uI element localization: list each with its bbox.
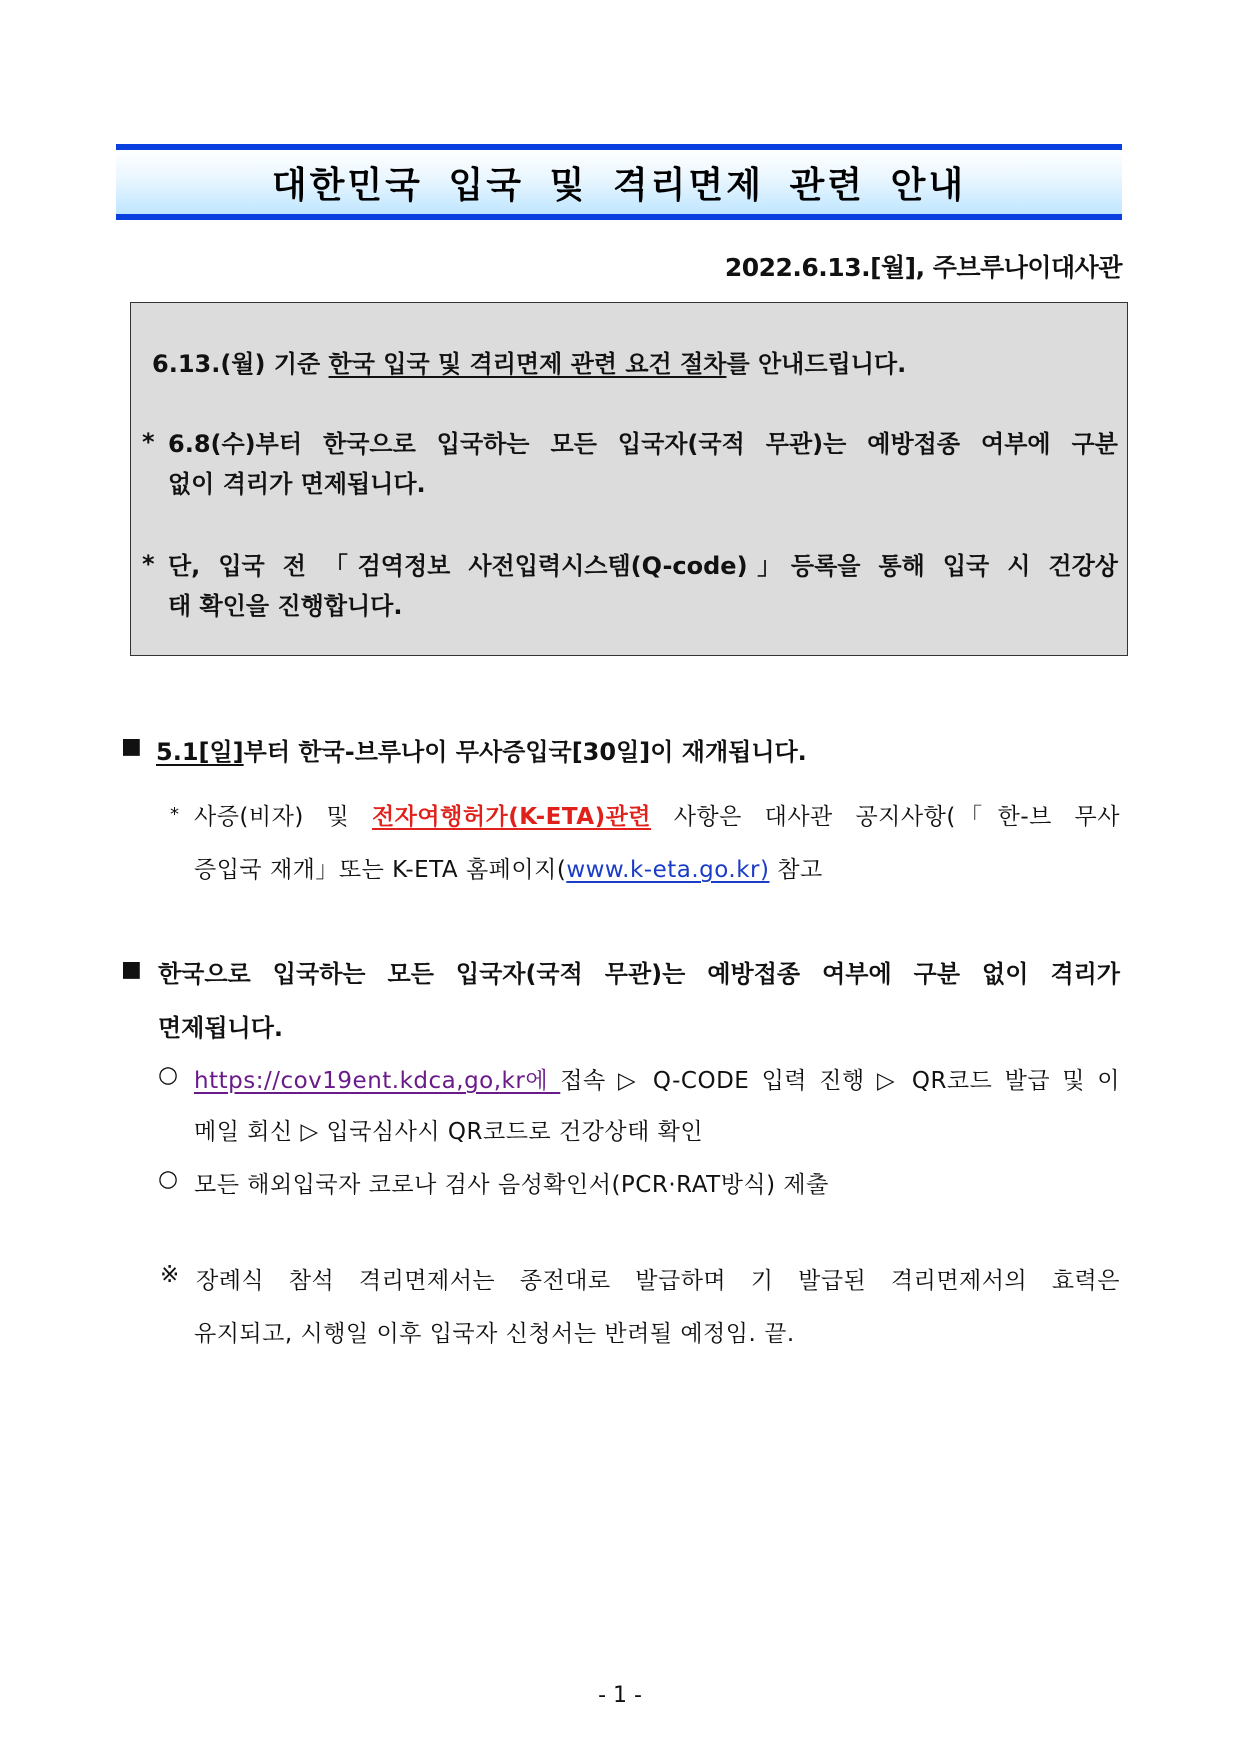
section1-heading-rest: 부터 한국-브루나이 무사증입국[30일]이 재개됩니다. bbox=[243, 738, 807, 766]
section2-heading-line2: 면제됩니다. bbox=[158, 1014, 284, 1042]
section2-bullet: ■ bbox=[121, 957, 142, 982]
notice-intro-suffix: 를 안내드립니다. bbox=[726, 350, 907, 378]
document-title: 대한민국 입국 및 격리면제 관련 안내 bbox=[271, 164, 967, 206]
section2-item1-line1 bbox=[194, 1062, 1120, 1095]
section2-item1-marker: ○ bbox=[158, 1062, 179, 1088]
footnote-marker: ※ bbox=[160, 1262, 180, 1288]
section1-note-line2 bbox=[194, 851, 823, 884]
notice-item2-line1: 단, 입국 전 「검역정보 사전입력시스템(Q-code)」등록을 통해 입국 시 건강상 bbox=[168, 552, 1118, 580]
keta-related-text: 전자여행허가(K-ETA)관련 bbox=[371, 804, 652, 830]
section2-item2-text: 모든 해외입국자 코로나 검사 음성확인서(PCR·RAT방식) 제출 bbox=[194, 1172, 829, 1198]
notice-item2-marker: * bbox=[142, 550, 155, 578]
notice-item2-line2: 태 확인을 진행합니다. bbox=[168, 592, 403, 620]
page-number: - 1 - bbox=[598, 1683, 642, 1708]
section1-heading bbox=[156, 732, 807, 767]
section1-note-line2-prefix: 증입국 재개」또는 K-ETA 홈페이지( bbox=[194, 857, 567, 883]
footnote-line2: 유지되고, 시행일 이후 입국자 신청서는 반려될 예정임. 끝. bbox=[194, 1321, 795, 1347]
notice-item1-marker: * bbox=[142, 428, 155, 456]
section1-bullet: ■ bbox=[121, 734, 142, 759]
section1-heading-date: 5.1[일] bbox=[156, 738, 244, 766]
notice-intro-underlined: 한국 입국 및 격리면제 관련 요건 절차 bbox=[328, 350, 727, 378]
section1-note-line2-suffix: 참고 bbox=[769, 857, 823, 883]
footnote-line1: 장례식 참석 격리면제서는 종전대로 발급하며 기 발급된 격리면제서의 효력은 bbox=[196, 1268, 1120, 1294]
notice-intro-prefix: 6.13.(월) 기준 bbox=[152, 350, 329, 378]
section1-note-line1 bbox=[194, 798, 1120, 831]
section2-item2-marker: ○ bbox=[158, 1166, 179, 1192]
date-line: 2022.6.13.[월], 주브루나이대사관 bbox=[724, 253, 1122, 282]
title-banner bbox=[116, 144, 1122, 220]
notice-item1-line1: 6.8(수)부터 한국으로 입국하는 모든 입국자(국적 무관)는 예방접종 여부에 구분 bbox=[168, 430, 1118, 458]
notice-intro bbox=[152, 344, 906, 379]
section2-item1-line2: 메일 회신 ▷ 입국심사시 QR코드로 건강상태 확인 bbox=[194, 1119, 704, 1145]
section1-note-prefix: 사증(비자) 및 bbox=[194, 804, 372, 830]
section1-note-marker: * bbox=[170, 804, 180, 825]
notice-item1-line2: 없이 격리가 면제됩니다. bbox=[168, 470, 426, 498]
qcode-website-link[interactable]: https://cov19ent.kdca,go,kr에 bbox=[194, 1068, 561, 1094]
section1-note-suffix: 사항은 대사관 공지사항(「한-브 무사 bbox=[651, 804, 1120, 830]
keta-website-link[interactable]: www.k-eta.go.kr) bbox=[566, 857, 770, 883]
section2-item1-rest: 접속 ▷ Q-CODE 입력 진행 ▷ QR코드 발급 및 이 bbox=[560, 1068, 1120, 1094]
section2-heading-line1: 한국으로 입국하는 모든 입국자(국적 무관)는 예방접종 여부에 구분 없이 격리가 bbox=[158, 960, 1120, 988]
